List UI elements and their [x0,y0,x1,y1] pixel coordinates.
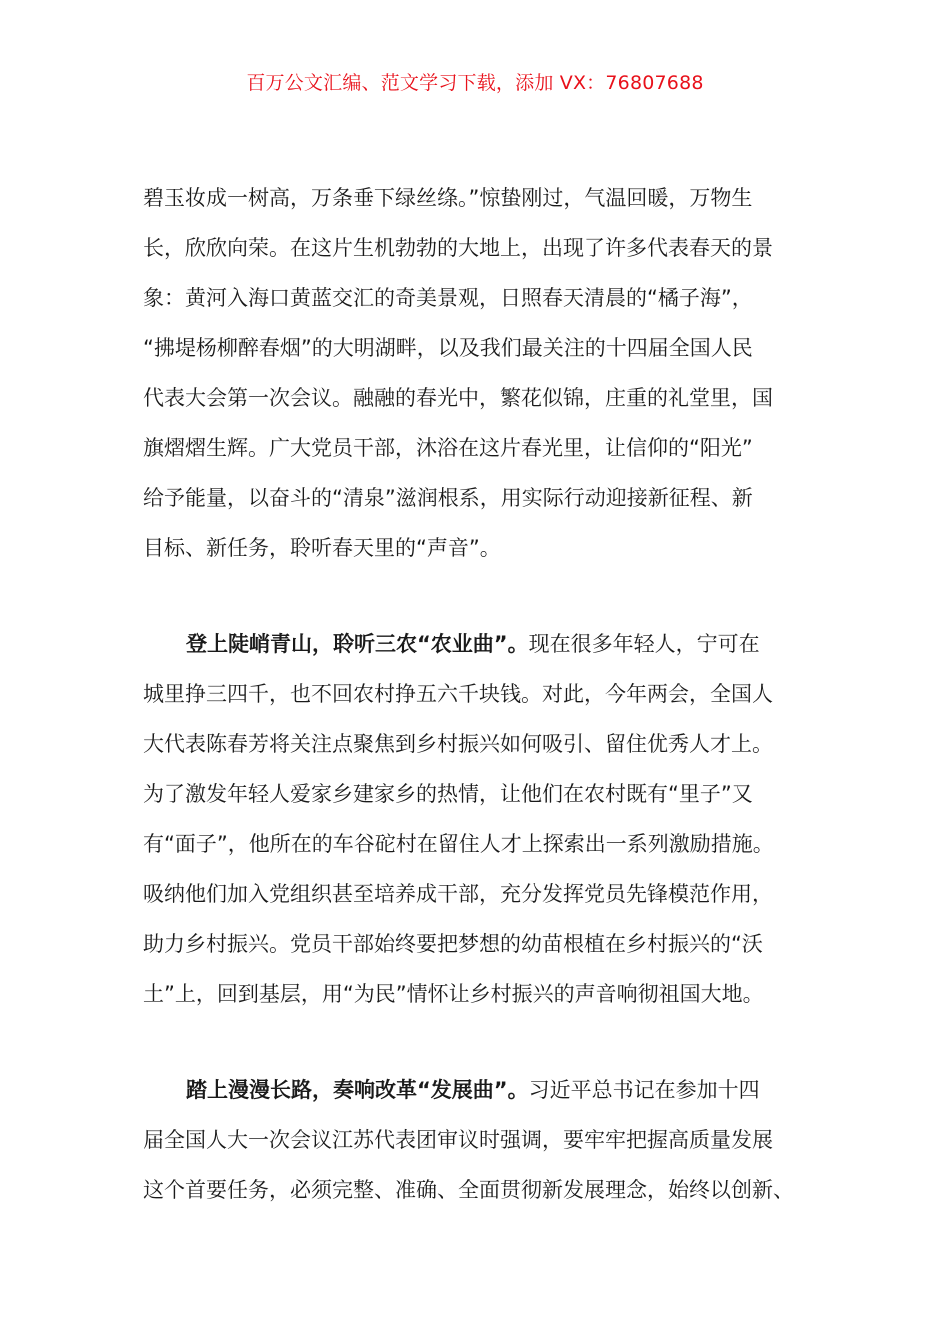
text-run: 习近平总书记在参加十四 [528,1078,760,1102]
text-line: 旗熠熠生辉。广大党员干部，沐浴在这片春光里，让信仰的“阳光” [143,436,753,460]
text-line [143,1072,807,1122]
text-line: 象：黄河入海口黄蓝交汇的奇美景观，日照春天清晨的“橘子海”， [143,286,753,310]
text-line: 城里挣三四千，也不回农村挣五六千块钱。对此，今年两会，全国人 [143,682,773,706]
watermark-header: 百万公文汇编、范文学习下载，添加 VX：76807688 [246,72,704,94]
text-line: 吸纳他们加入党组织甚至培养成干部，充分发挥党员先锋模范作用， [143,882,773,906]
text-line: 土”上，回到基层，用“为民”情怀让乡村振兴的声音响彻祖国大地。 [143,982,764,1006]
text-line: 助力乡村振兴。党员干部始终要把梦想的幼苗根植在乡村振兴的“沃 [143,932,763,956]
paragraph-heading: 踏上漫漫长路，奏响改革“发展曲”。 [186,1078,529,1102]
paragraph-2 [143,626,807,1026]
text-line: 目标、新任务，聆听春天里的“声音”。 [143,536,501,560]
text-line: 碧玉妆成一树高，万条垂下绿丝绦。”惊蛰刚过，气温回暖，万物生 [143,186,753,210]
paragraph-heading: 登上陡峭青山，聆听三农“农业曲”。 [186,632,529,656]
text-line: 届全国人大一次会议江苏代表团审议时强调，要牢牢把握高质量发展 [143,1128,773,1152]
text-line: 给予能量，以奋斗的“清泉”滋润根系，用实际行动迎接新征程、新 [143,486,753,510]
text-line: 大代表陈春芳将关注点聚焦到乡村振兴如何吸引、留住优秀人才上。 [143,732,773,756]
text-run: 现在很多年轻人，宁可在 [528,632,760,656]
text-line: 长，欣欣向荣。在这片生机勃勃的大地上，出现了许多代表春天的景 [143,236,773,260]
document-body [143,180,807,1222]
text-line: 这个首要任务，必须完整、准确、全面贯彻新发展理念，始终以创新、 [143,1178,794,1202]
text-line [143,626,807,676]
paragraph-1 [143,180,807,580]
text-line: 有“面子”，他所在的车谷砣村在留住人才上探索出一系列激励措施。 [143,832,774,856]
paragraph-3 [143,1072,807,1222]
text-line: 代表大会第一次会议。融融的春光中，繁花似锦，庄重的礼堂里，国 [143,386,773,410]
text-line: “拂堤杨柳醉春烟”的大明湖畔，以及我们最关注的十四届全国人民 [143,336,753,360]
text-line: 为了激发年轻人爱家乡建家乡的热情，让他们在农村既有“里子”又 [143,782,753,806]
